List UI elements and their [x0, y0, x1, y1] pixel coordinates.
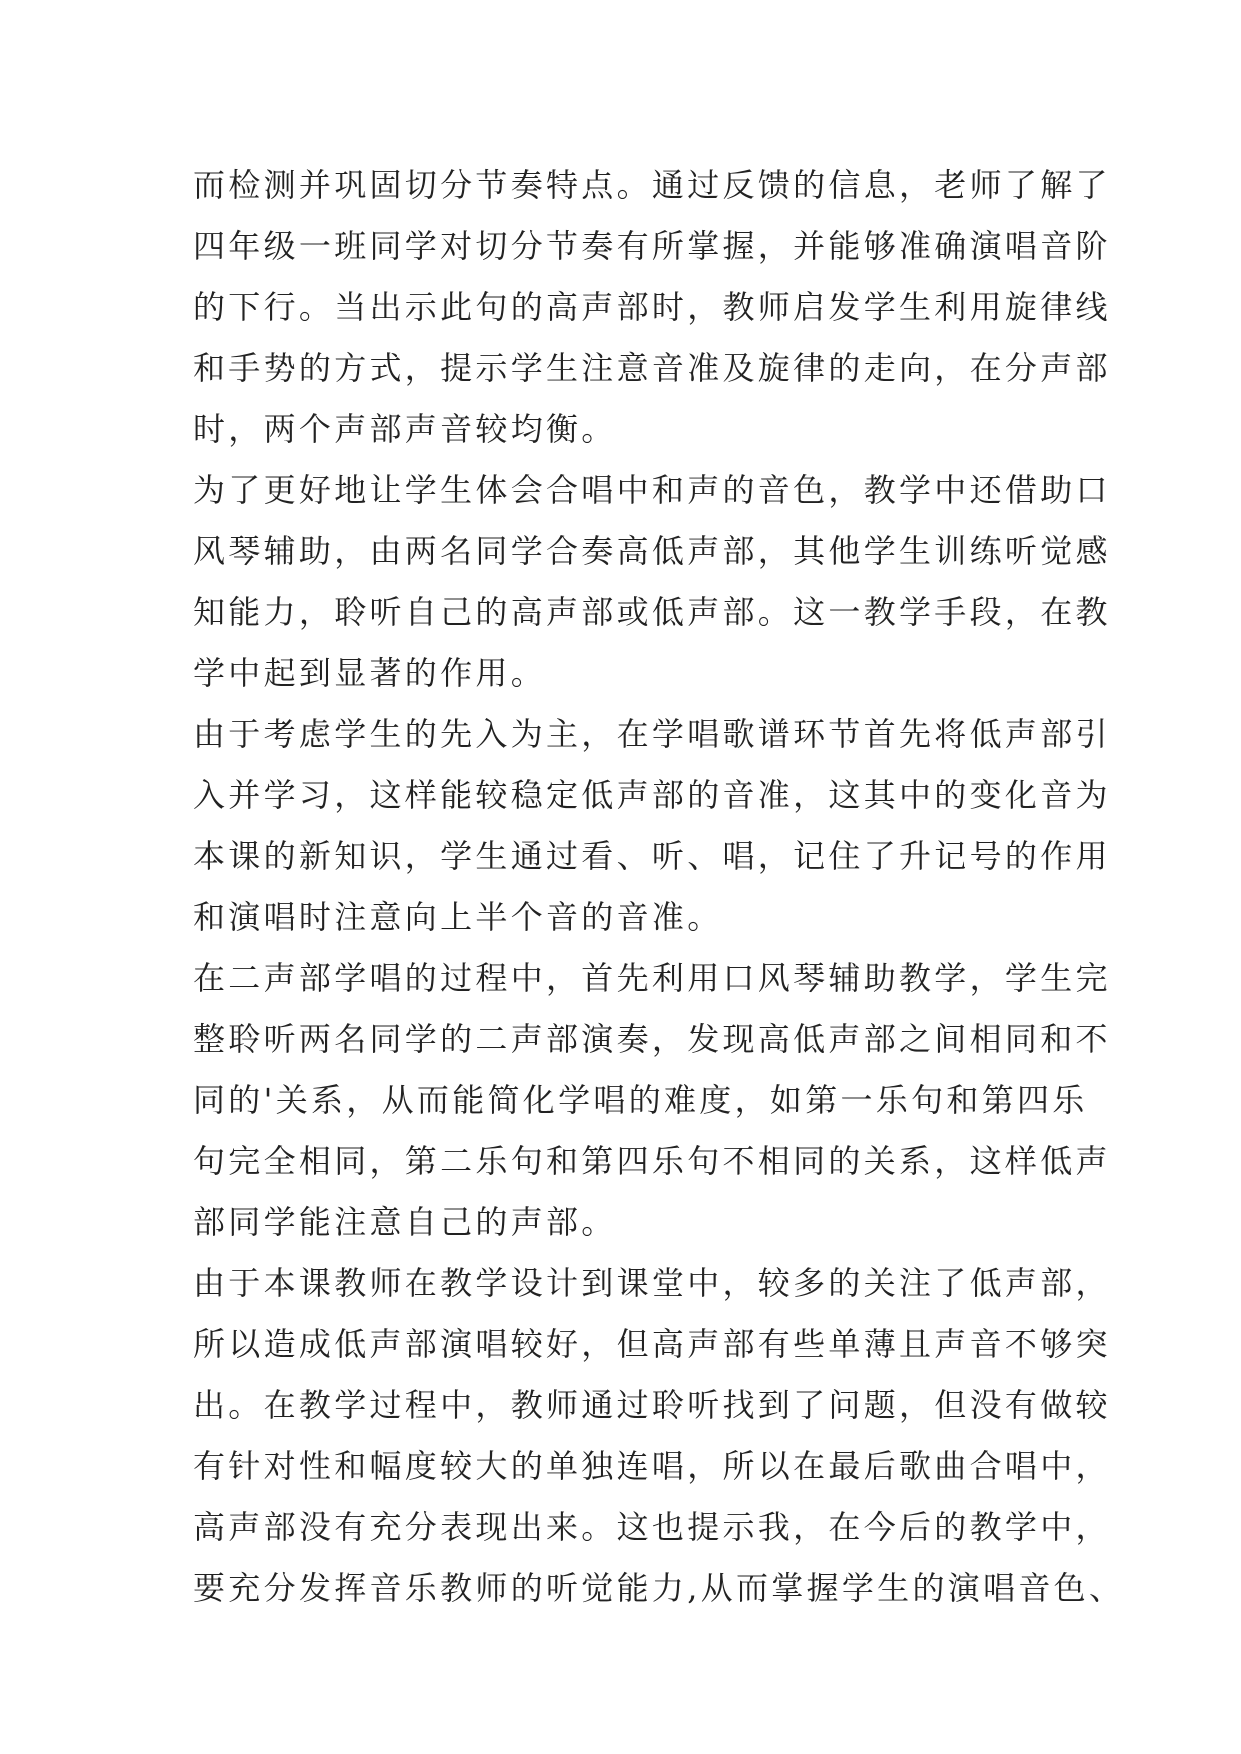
text-line: 和手势的方式，提示学生注意音准及旋律的走向，在分声部 — [193, 349, 1111, 387]
text-line: 本课的新知识，学生通过看、听、唱，记住了升记号的作用 — [193, 837, 1111, 875]
text-line: 部同学能注意自己的声部。 — [193, 1203, 617, 1241]
text-line: 在二声部学唱的过程中，首先利用口风琴辅助教学，学生完 — [193, 959, 1111, 997]
text-line: 风琴辅助，由两名同学合奏高低声部，其他学生训练听觉感 — [193, 532, 1111, 570]
text-line: 句完全相同，第二乐句和第四乐句不相同的关系，这样低声 — [193, 1142, 1111, 1180]
text-line: 要充分发挥音乐教师的听觉能力,从而掌握学生的演唱音色、 — [193, 1569, 1125, 1607]
text-line: 为了更好地让学生体会合唱中和声的音色，教学中还借助口 — [193, 471, 1111, 509]
text-line: 出。在教学过程中，教师通过聆听找到了问题，但没有做较 — [193, 1386, 1111, 1424]
text-line: 四年级一班同学对切分节奏有所掌握，并能够准确演唱音阶 — [193, 227, 1111, 265]
text-line: 而检测并巩固切分节奏特点。通过反馈的信息，老师了解了 — [193, 166, 1111, 204]
text-line: 入并学习，这样能较稳定低声部的音准，这其中的变化音为 — [193, 776, 1111, 814]
text-line: 的下行。当出示此句的高声部时，教师启发学生利用旋律线 — [193, 288, 1111, 326]
text-line: 高声部没有充分表现出来。这也提示我，在今后的教学中， — [193, 1508, 1111, 1546]
text-line: 时，两个声部声音较均衡。 — [193, 410, 617, 448]
text-line: 由于考虑学生的先入为主，在学唱歌谱环节首先将低声部引 — [193, 715, 1111, 753]
text-line: 有针对性和幅度较大的单独连唱，所以在最后歌曲合唱中， — [193, 1447, 1111, 1485]
text-line: 知能力，聆听自己的高声部或低声部。这一教学手段，在教 — [193, 593, 1111, 631]
body-text — [193, 155, 1125, 1619]
text-line: 学中起到显著的作用。 — [193, 654, 547, 692]
text-line: 同的'关系，从而能简化学唱的难度，如第一乐句和第四乐 — [193, 1081, 1088, 1119]
text-line: 和演唱时注意向上半个音的音准。 — [193, 898, 723, 936]
text-line: 整聆听两名同学的二声部演奏，发现高低声部之间相同和不 — [193, 1020, 1111, 1058]
text-line: 所以造成低声部演唱较好，但高声部有些单薄且声音不够突 — [193, 1325, 1111, 1363]
text-line: 由于本课教师在教学设计到课堂中，较多的关注了低声部， — [193, 1264, 1111, 1302]
